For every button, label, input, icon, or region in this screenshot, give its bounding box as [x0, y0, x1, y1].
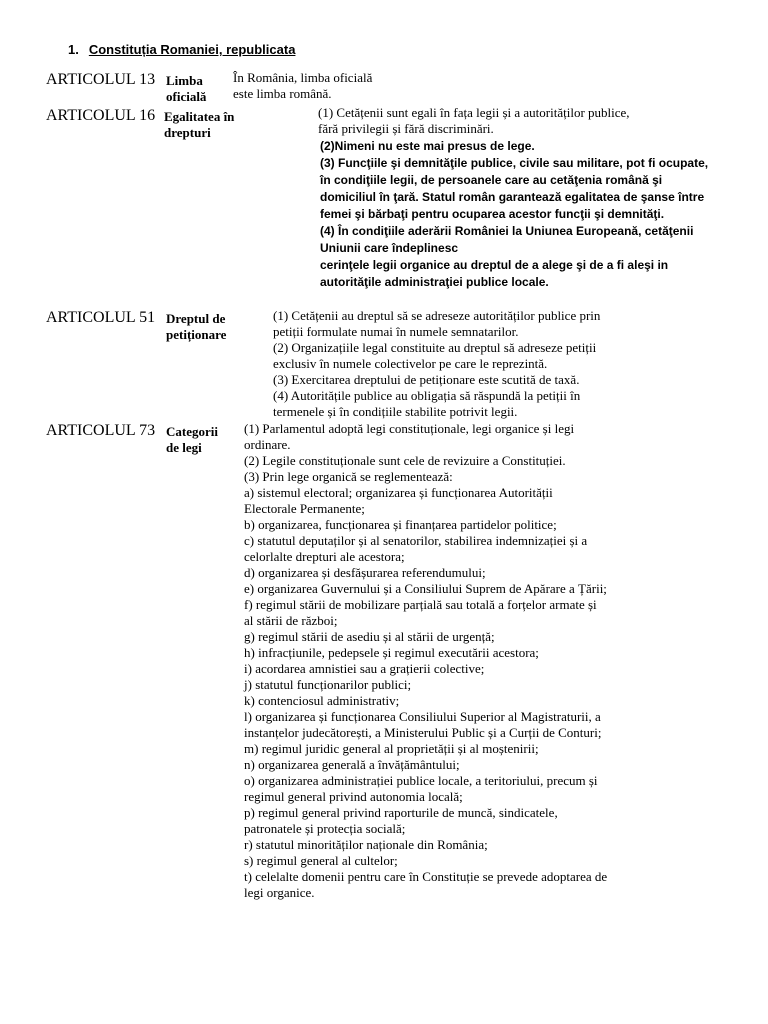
article-16-line: (1) Cetățenii sunt egali în fața legii și a autorităților publice, — [318, 105, 630, 120]
article-51-line: (2) Organizațiile legal constituite au dreptul să adreseze petiții — [273, 340, 597, 355]
article-73-line: f) regimul stării de mobilizare parțială sau totală a forțelor armate și — [244, 597, 597, 612]
article-73-line: al stării de război; — [244, 613, 338, 628]
article-51-line: termenele și în condițiile stabilite potrivit legii. — [273, 404, 518, 419]
article-73-line: m) regimul juridic general al proprietății și al moștenirii; — [244, 741, 539, 756]
article-51-text — [273, 308, 600, 420]
article-73-line: n) organizarea generală a învățământului; — [244, 757, 460, 772]
article-73-line: r) statutul minorităților naționale din România; — [244, 837, 488, 852]
article-13-subject: Limba oficială — [166, 73, 207, 104]
article-73-label: ARTICOLUL 73 — [46, 422, 156, 439]
article-73-line: g) regimul stării de asediu și al stării de urgență; — [244, 629, 495, 644]
article-16-line: cerinţele legii organice au dreptul de a alege şi de a fi aleşi in — [320, 258, 669, 272]
article-16-line: autorităţile administraţiei publice locale. — [320, 275, 549, 289]
article-16-line: în condiţiile legii, de persoanele care au cetăţenia română şi — [320, 173, 663, 187]
article-73-line: h) infracțiunile, pedepsele și regimul executării acestora; — [244, 645, 539, 660]
article-73-line: a) sistemul electoral; organizarea și funcționarea Autorității — [244, 485, 553, 500]
document-heading — [68, 42, 295, 57]
article-51-line: petiții formulate numai în numele semnatarilor. — [273, 324, 519, 339]
article-51-line: (1) Cetățenii au dreptul să se adreseze autorităților publice prin — [273, 308, 601, 323]
article-16-line: femei şi bărbaţi pentru ocuparea acestor funcţii şi demnităţi. — [320, 207, 665, 221]
article-73-line: s) regimul general al cultelor; — [244, 853, 398, 868]
article-13-line: În România, limba oficială — [233, 70, 373, 85]
article-16-line: domiciliul în ţară. Statul român garantează egalitatea de şanse între — [320, 190, 705, 204]
article-16-paragraph-1 — [318, 105, 630, 137]
article-16-line: (4) În condiţiile aderării României la Uniunea Europeană, cetăţenii — [320, 224, 694, 238]
article-73-line: (3) Prin lege organică se reglementează: — [244, 469, 453, 484]
article-51-line: (4) Autoritățile publice au obligația să răspundă la petiții în — [273, 388, 581, 403]
article-16-line: (2)Nimeni nu este mai presus de lege. — [320, 139, 535, 153]
article-73-line: d) organizarea și desfășurarea referendumului; — [244, 565, 486, 580]
article-73-line: t) celelalte domenii pentru care în Constituție se prevede adoptarea de — [244, 869, 608, 884]
article-73-subject: Categorii de legi — [166, 424, 218, 455]
article-73-line: instanțelor judecătorești, a Ministerului Public și a Curții de Conturi; — [244, 725, 602, 740]
article-16-paragraphs-2-4 — [320, 138, 708, 291]
article-51-line: exclusiv în numele colectivelor pe care le reprezintă. — [273, 356, 548, 371]
article-73-line: o) organizarea administrației publice locale, a teritoriului, precum și — [244, 773, 598, 788]
article-73-line: b) organizarea, funcționarea și finanțarea partidelor politice; — [244, 517, 557, 532]
article-73-line: p) regimul general privind raporturile de muncă, sindicatele, — [244, 805, 558, 820]
article-13-text — [233, 70, 372, 102]
article-73-line: k) contenciosul administrativ; — [244, 693, 400, 708]
article-16-line: fără privilegii și fără discriminări. — [318, 121, 494, 136]
article-73-line: l) organizarea și funcționarea Consiliului Superior al Magistraturii, a — [244, 709, 601, 724]
article-73-line: legi organice. — [244, 885, 315, 900]
article-51-subject: Dreptul de petiționare — [166, 311, 227, 342]
article-13-line: este limba română. — [233, 86, 332, 101]
article-73-line: j) statutul funcționarilor publici; — [244, 677, 412, 692]
article-16-label: ARTICOLUL 16 — [46, 107, 156, 124]
article-73-line: (1) Parlamentul adoptă legi constituționale, legi organice și legi — [244, 421, 575, 436]
article-16-subject: Egalitatea în drepturi — [164, 109, 235, 140]
article-73-line: e) organizarea Guvernului și a Consiliului Suprem de Apărare a Țării; — [244, 581, 607, 596]
article-73-line: Electorale Permanente; — [244, 501, 365, 516]
article-16-line: Uniunii care îndeplinesc — [320, 241, 459, 255]
article-13-label: ARTICOLUL 13 — [46, 71, 156, 88]
article-73-line: c) statutul deputaților și al senatorilor, stabilirea indemnizației și a — [244, 533, 588, 548]
article-16-line: (3) Funcţiile şi demnităţile publice, civile sau militare, pot fi ocupate, — [320, 156, 709, 170]
article-73-line: (2) Legile constituționale sunt cele de revizuire a Constituției. — [244, 453, 566, 468]
article-73-line: i) acordarea amnistiei sau a grațierii colective; — [244, 661, 485, 676]
heading-title: Constituția Romaniei, republicata — [88, 42, 296, 57]
article-51-label: ARTICOLUL 51 — [46, 309, 156, 326]
article-51-line: (3) Exercitarea dreptului de petiționare este scutită de taxă. — [273, 372, 580, 387]
article-73-line: regimul general privind autonomia locală; — [244, 789, 463, 804]
article-73-line: ordinare. — [244, 437, 291, 452]
article-73-line: patronatele și protecția socială; — [244, 821, 406, 836]
article-73-line: celorlalte drepturi ale acestora; — [244, 549, 405, 564]
article-73-text — [244, 421, 607, 901]
heading-number: 1. — [68, 42, 79, 57]
